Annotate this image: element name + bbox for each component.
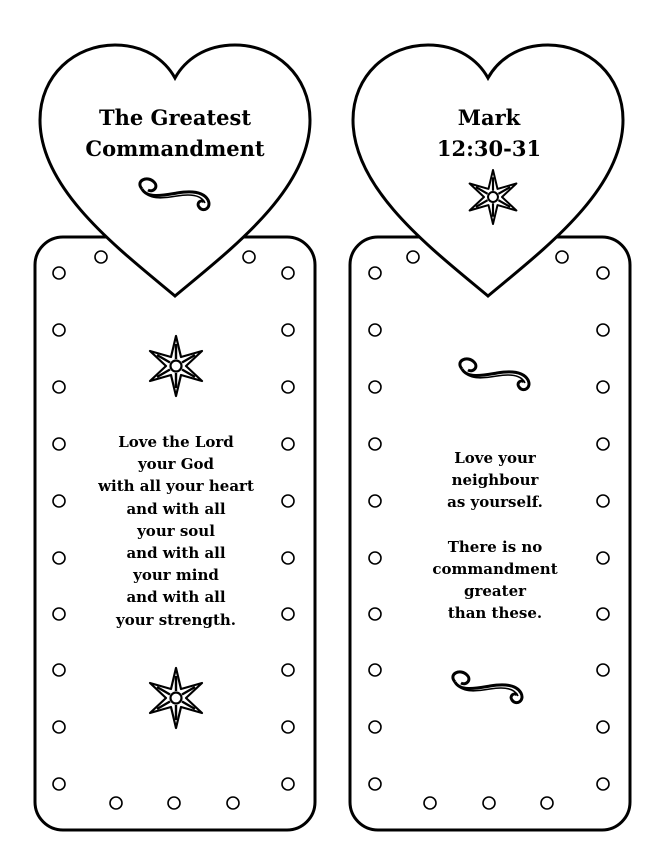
- verse-line: your God: [137, 455, 215, 474]
- bookmark-2-heading: [372, 102, 606, 164]
- bookmark-1-heading: [58, 102, 292, 164]
- verse-line: as yourself.: [447, 493, 543, 512]
- heading-line: Commandment: [85, 136, 265, 161]
- bookmark-1-verse: [60, 431, 292, 631]
- verse-line: your mind: [133, 566, 219, 585]
- verse-line: and with all: [126, 544, 226, 563]
- heading-line: The Greatest: [98, 105, 252, 130]
- heading-line: 12:30-31: [436, 136, 542, 161]
- verse-line: and with all: [126, 499, 226, 518]
- verse-line: Love your: [454, 449, 536, 467]
- verse-line: your soul: [137, 521, 215, 540]
- verse-line: commandment: [432, 559, 558, 578]
- verse-line: and with all: [126, 588, 226, 607]
- verse-line: neighbour: [451, 471, 539, 490]
- verse-line: than these.: [447, 604, 543, 623]
- verse-line: your strength.: [115, 610, 237, 629]
- bookmark-2-verse: [372, 447, 618, 624]
- verse-line: with all your heart: [98, 477, 254, 496]
- verse-line: greater: [463, 582, 527, 601]
- verse-line: There is no: [447, 537, 543, 556]
- verse-line: Love the Lord: [118, 433, 234, 451]
- heading-line: Mark: [457, 105, 521, 130]
